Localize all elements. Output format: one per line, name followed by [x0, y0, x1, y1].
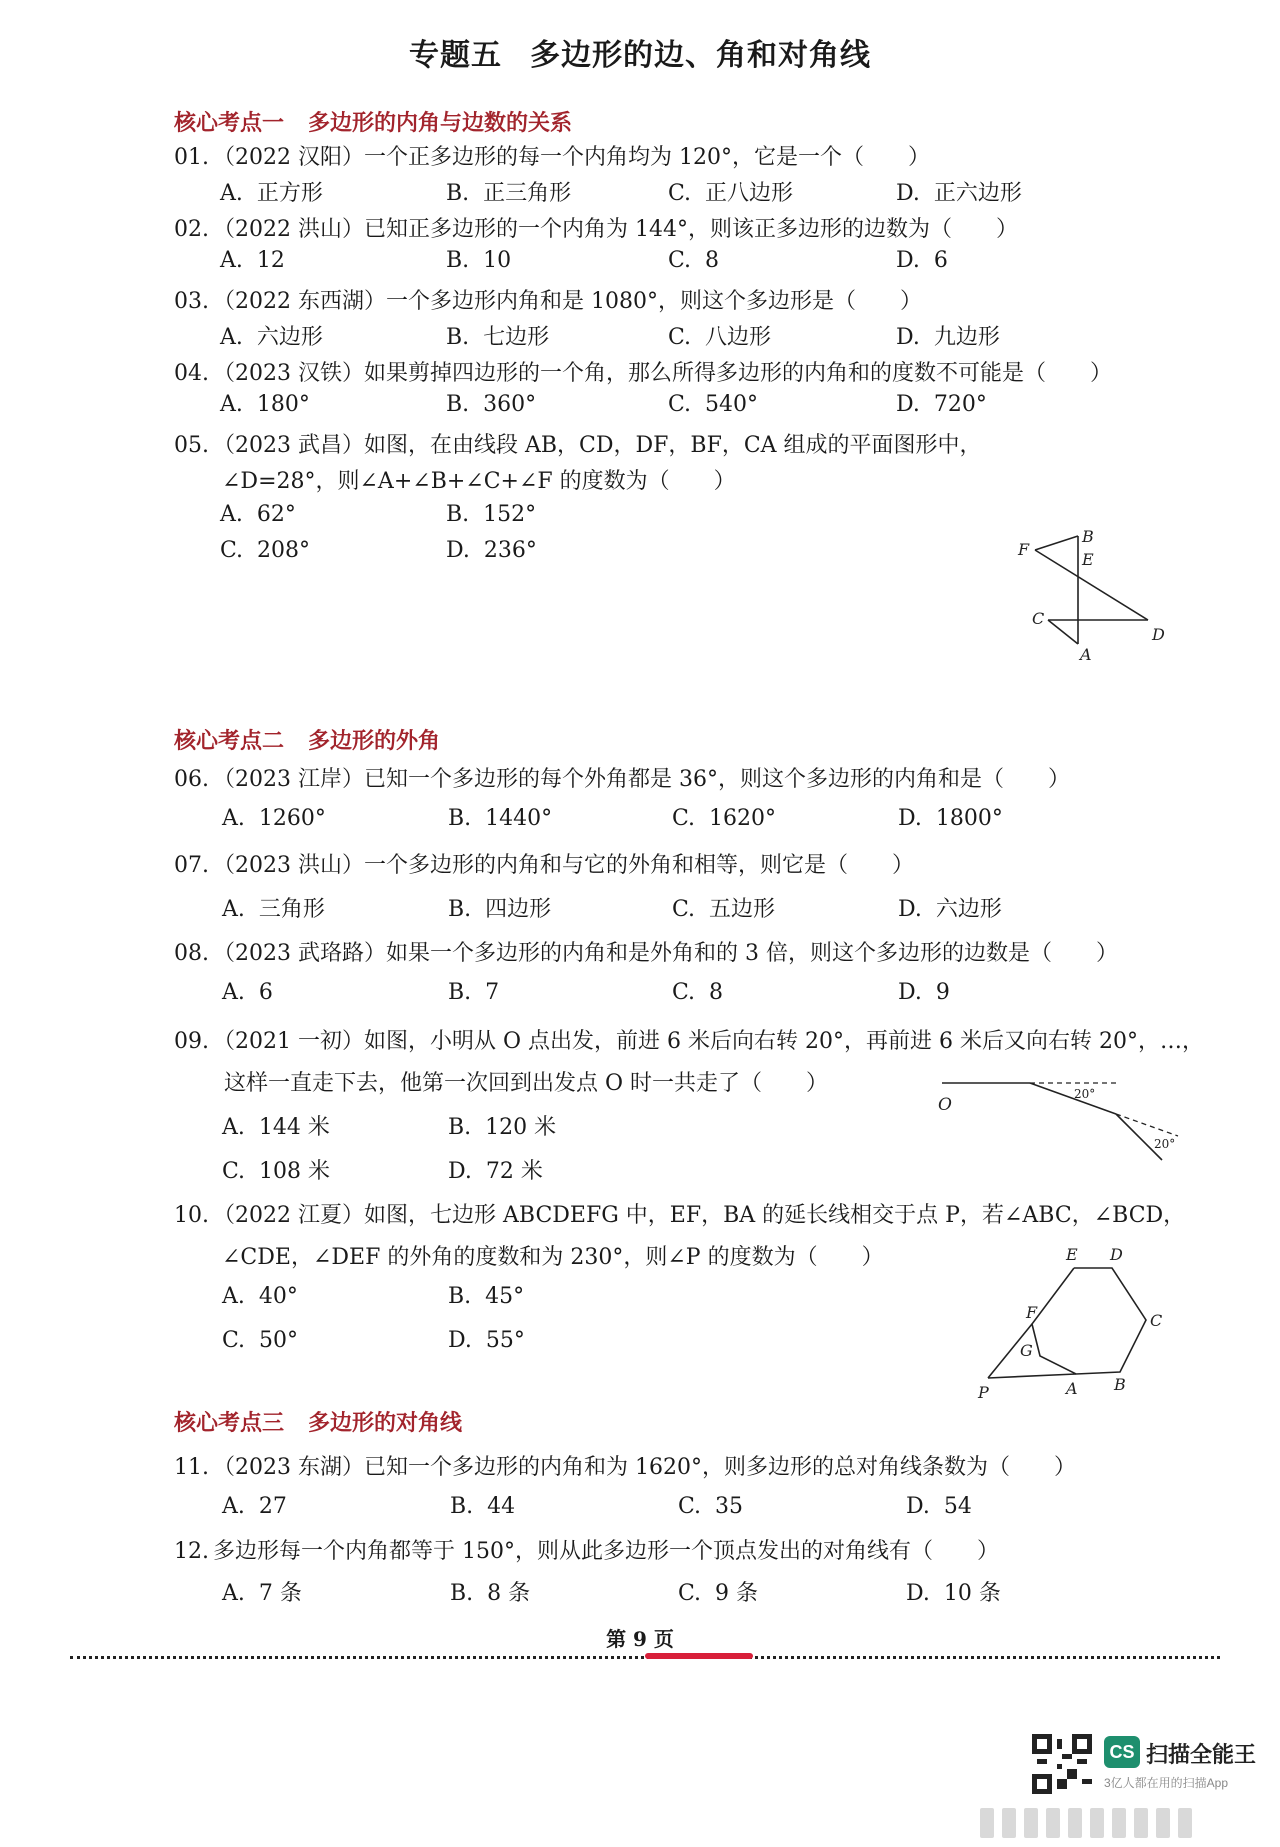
- option-c: C. 208°: [220, 538, 311, 563]
- question-06: [174, 762, 1070, 793]
- option-c: C. 35: [678, 1494, 744, 1519]
- option-b: B. 七边形: [446, 325, 550, 350]
- option-b: B. 正三角形: [446, 181, 572, 206]
- option-c: C. 540°: [668, 392, 759, 417]
- question-number: 11.: [174, 1455, 209, 1480]
- question-text: 多边形每一个内角都等于 150°，则从此多边形一个顶点发出的对角线有（ ）: [213, 1539, 999, 1564]
- option-a: A. 62°: [220, 502, 296, 527]
- question-11: [174, 1450, 1076, 1481]
- scanner-app-name: 扫描全能王: [1146, 1742, 1257, 1767]
- question-number: 07.: [174, 853, 209, 878]
- label-b: B: [1082, 527, 1094, 546]
- question-09-line2: 这样一直走下去，他第一次回到出发点 O 时一共走了（ ）: [224, 1071, 829, 1096]
- option-d: D. 236°: [446, 538, 537, 563]
- question-text: 一个多边形的内角和与它的外角和相等，则它是（ ）: [363, 853, 914, 878]
- path-segment-2: [1030, 1083, 1116, 1114]
- question-source: （2023 武珞路）: [213, 941, 386, 966]
- question-number: 08.: [174, 941, 209, 966]
- option-a: A. 正方形: [220, 181, 323, 206]
- option-d: D. 9: [898, 980, 950, 1005]
- question-01: [174, 140, 930, 171]
- question-05: [174, 428, 982, 459]
- label-c: C: [1150, 1311, 1163, 1330]
- section-topic: 多边形的对角线: [308, 1410, 463, 1436]
- option-d: D. 55°: [448, 1328, 525, 1353]
- question-04: [174, 356, 1112, 387]
- section-label: 核心考点二: [174, 728, 285, 754]
- option-b: B. 四边形: [448, 897, 552, 922]
- page-title: [0, 30, 1280, 74]
- label-f: F: [1018, 540, 1030, 559]
- question-text: 一个正多边形的每一个内角均为 120°，它是一个（ ）: [363, 145, 930, 170]
- question-05-line2: ∠D=28°，则∠A+∠B+∠C+∠F 的度数为（ ）: [222, 469, 736, 494]
- question-text: 如果一个多边形的内角和是外角和的 3 倍，则这个多边形的边数是（ ）: [385, 941, 1118, 966]
- question-number: 06.: [174, 767, 209, 792]
- figure-q09: [930, 1070, 1190, 1170]
- label-angle-2: 20°: [1154, 1137, 1176, 1151]
- segment-fb: [1035, 536, 1078, 550]
- section-heading-3: [174, 1406, 462, 1437]
- option-b: B. 8 条: [450, 1581, 531, 1606]
- option-b: B. 360°: [446, 392, 537, 417]
- option-d: D. 720°: [896, 392, 987, 417]
- option-a: A. 144 米: [222, 1115, 330, 1140]
- option-c: C. 9 条: [678, 1581, 759, 1606]
- option-b: B. 1440°: [448, 806, 553, 831]
- figure-q10: [970, 1240, 1180, 1410]
- label-g: G: [1020, 1341, 1033, 1360]
- label-angle-1: 20°: [1074, 1087, 1096, 1101]
- label-e: E: [1066, 1245, 1078, 1264]
- option-c: C. 1620°: [672, 806, 777, 831]
- option-b: B. 10: [446, 248, 512, 273]
- option-b: B. 120 米: [448, 1115, 557, 1140]
- page-number: 第 9 页: [606, 1627, 674, 1651]
- option-d: D. 1800°: [898, 806, 1003, 831]
- option-d: D. 54: [906, 1494, 972, 1519]
- question-text: 如果剪掉四边形的一个角，那么所得多边形的内角和的度数不可能是（ ）: [363, 361, 1112, 386]
- option-b: B. 7: [448, 980, 500, 1005]
- question-text: 已知正多边形的一个内角为 144°，则该正多边形的边数为（ ）: [363, 217, 1018, 242]
- label-f: F: [1026, 1303, 1038, 1322]
- question-source: （2022 江夏）: [213, 1203, 364, 1228]
- option-a: A. 1260°: [222, 806, 326, 831]
- title-topic-name: 多边形的边、角和对角线: [530, 38, 871, 73]
- question-source: （2022 汉阳）: [213, 145, 364, 170]
- option-d: D. 72 米: [448, 1159, 543, 1184]
- question-number: 04.: [174, 361, 209, 386]
- section-topic: 多边形的外角: [308, 728, 441, 754]
- option-a: A. 180°: [220, 392, 310, 417]
- question-09: [174, 1024, 1204, 1055]
- question-source: （2023 武昌）: [213, 433, 364, 458]
- option-b: B. 45°: [448, 1284, 525, 1309]
- option-d: D. 六边形: [898, 897, 1002, 922]
- option-a: A. 7 条: [222, 1581, 302, 1606]
- scanner-logo-icon: CS: [1104, 1736, 1140, 1768]
- label-b: B: [1114, 1375, 1126, 1394]
- label-p: P: [978, 1383, 989, 1402]
- label-a: A: [1080, 645, 1092, 660]
- section-heading-1: [174, 106, 572, 137]
- section-label: 核心考点三: [174, 1410, 285, 1436]
- option-b: B. 44: [450, 1494, 516, 1519]
- question-source: （2022 东西湖）: [213, 289, 386, 314]
- label-d: D: [1110, 1245, 1123, 1264]
- option-c: C. 五边形: [672, 897, 776, 922]
- question-source: （2023 汉铁）: [213, 361, 364, 386]
- figure-q05: [1010, 520, 1170, 660]
- option-c: C. 8: [668, 248, 720, 273]
- question-03: [174, 284, 922, 315]
- label-c: C: [1032, 609, 1045, 628]
- label-o: O: [938, 1095, 952, 1115]
- scanner-tagline: 3亿人都在用的扫描App: [1104, 1776, 1229, 1790]
- option-c: C. 8: [672, 980, 724, 1005]
- label-a: A: [1066, 1379, 1078, 1398]
- question-number: 12.: [174, 1539, 209, 1564]
- option-a: A. 六边形: [220, 325, 323, 350]
- section-heading-2: [174, 724, 440, 755]
- label-d: D: [1152, 625, 1165, 644]
- segment-ca: [1048, 620, 1078, 644]
- page-number-underline: [645, 1653, 753, 1659]
- question-source: （2021 一初）: [213, 1029, 364, 1054]
- option-d: D. 10 条: [906, 1581, 1001, 1606]
- question-text: 如图，在由线段 AB，CD，DF，BF，CA 组成的平面图形中，: [363, 433, 982, 458]
- question-number: 10.: [174, 1203, 209, 1228]
- option-c: C. 50°: [222, 1328, 299, 1353]
- question-02: [174, 212, 1018, 243]
- question-text: 已知一个多边形的内角和为 1620°，则多边形的总对角线条数为（ ）: [363, 1455, 1076, 1480]
- option-d: D. 正六边形: [896, 181, 1022, 206]
- question-number: 02.: [174, 217, 209, 242]
- option-a: A. 12: [220, 248, 285, 273]
- option-a: A. 27: [222, 1494, 287, 1519]
- question-08: [174, 936, 1118, 967]
- question-number: 05.: [174, 433, 209, 458]
- question-number: 09.: [174, 1029, 209, 1054]
- option-c: C. 正八边形: [668, 181, 794, 206]
- question-text: 一个多边形内角和是 1080°，则这个多边形是（ ）: [385, 289, 922, 314]
- decorative-stripes: [980, 1806, 1240, 1840]
- question-07: [174, 848, 914, 879]
- question-source: （2022 洪山）: [213, 217, 364, 242]
- question-12: [174, 1534, 999, 1565]
- option-a: A. 三角形: [222, 897, 325, 922]
- option-b: B. 152°: [446, 502, 537, 527]
- extension-ba: [988, 1374, 1076, 1378]
- option-d: D. 九边形: [896, 325, 1000, 350]
- question-text: 如图，小明从 O 点出发，前进 6 米后向右转 20°，再前进 6 米后又向右转 20°，…，: [363, 1029, 1204, 1054]
- section-label: 核心考点一: [174, 110, 285, 136]
- question-number: 03.: [174, 289, 209, 314]
- label-e: E: [1082, 550, 1094, 569]
- question-10: [174, 1198, 1185, 1229]
- question-source: （2023 洪山）: [213, 853, 364, 878]
- qr-code-icon: [1032, 1734, 1092, 1794]
- dashed-extension-2: [1116, 1114, 1178, 1136]
- question-number: 01.: [174, 145, 209, 170]
- option-a: A. 40°: [222, 1284, 298, 1309]
- option-c: C. 八边形: [668, 325, 772, 350]
- question-text: 已知一个多边形的每个外角都是 36°，则这个多边形的内角和是（ ）: [363, 767, 1070, 792]
- question-source: （2023 江岸）: [213, 767, 364, 792]
- title-topic-number: 专题五: [409, 38, 502, 73]
- question-text: 如图，七边形 ABCDEFG 中，EF，BA 的延长线相交于点 P，若∠ABC，∠BCD，: [363, 1203, 1186, 1228]
- section-topic: 多边形的内角与边数的关系: [308, 110, 573, 136]
- heptagon-abcdefg: [1032, 1268, 1146, 1374]
- option-a: A. 6: [222, 980, 273, 1005]
- option-d: D. 6: [896, 248, 948, 273]
- option-c: C. 108 米: [222, 1159, 331, 1184]
- question-10-line2: ∠CDE，∠DEF 的外角的度数和为 230°，则∠P 的度数为（ ）: [222, 1245, 884, 1270]
- question-source: （2023 东湖）: [213, 1455, 364, 1480]
